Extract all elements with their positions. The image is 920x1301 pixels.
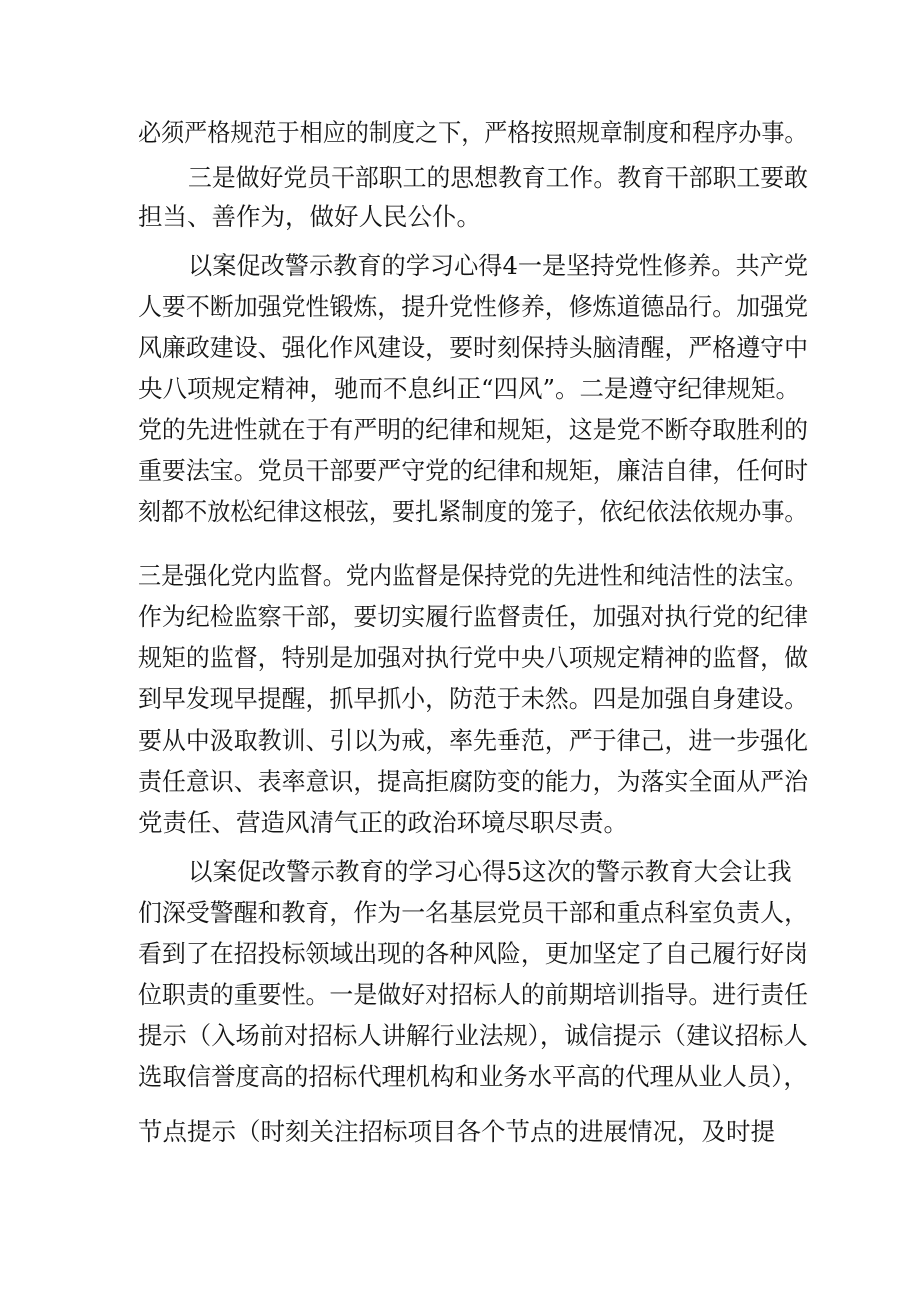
- text-line: 风廉政建设、强化作风建设，要时刻保持头脑清醒，严格遵守中: [138, 333, 809, 362]
- text-line: 看到了在招投标领域出现的各种风险，更加坚定了自己履行好岗: [138, 939, 809, 968]
- text-line: 责任意识、表率意识，提高拒腐防变的能力，为落实全面从严治: [138, 767, 809, 796]
- text-line: 以案促改警示教育的学习心得4一是坚持党性修养。共产党: [188, 251, 809, 280]
- text-line: 央八项规定精神，驰而不息纠正“四风”。二是遵守纪律规矩。: [138, 374, 801, 403]
- text-line: 要从中汲取教训、引以为戒，率先垂范，严于律己，进一步强化: [138, 726, 809, 755]
- text-line: 党的先进性就在于有严明的纪律和规矩，这是党不断夺取胜利的: [138, 415, 809, 444]
- text-line: 担当、善作为，做好人民公仆。: [138, 202, 481, 231]
- text-line: 党责任、营造风清气正的政治环境尽职尽责。: [138, 808, 628, 837]
- text-line: 以案促改警示教育的学习心得5这次的警示教育大会让我: [188, 857, 792, 886]
- text-line: 位职责的重要性。一是做好对招标人的前期培训指导。进行责任: [138, 980, 809, 1009]
- text-line: 重要法宝。党员干部要严守党的纪律和规矩，廉洁自律，任何时: [138, 456, 809, 485]
- text-line: 三是强化党内监督。党内监督是保持党的先进性和纯洁性的法宝。: [138, 561, 808, 590]
- text-line: 选取信誉度高的招标代理机构和业务水平高的代理从业人员），: [138, 1062, 808, 1091]
- text-line: 必须严格规范于相应的制度之下，严格按照规章制度和程序办事。: [138, 118, 808, 147]
- text-line: 提示（入场前对招标人讲解行业法规），诚信提示（建议招标人: [138, 1021, 808, 1050]
- text-line: 作为纪检监察干部，要切实履行监督责任，加强对执行党的纪律: [138, 602, 809, 631]
- text-line: 人要不断加强党性锻炼，提升党性修养，修炼道德品行。加强党: [138, 292, 809, 321]
- text-line: 刻都不放松纪律这根弦，要扎紧制度的笼子，依纪依法依规办事。: [138, 497, 808, 526]
- text-line: 规矩的监督，特别是加强对执行党中央八项规定精神的监督，做: [138, 643, 809, 672]
- text-line: 到早发现早提醒，抓早抓小，防范于未然。四是加强自身建设。: [138, 684, 809, 713]
- text-line: 三是做好党员干部职工的思想教育工作。教育干部职工要敢: [188, 163, 808, 192]
- text-line: 节点提示（时刻关注招标项目各个节点的进展情况，及时提: [138, 1117, 775, 1146]
- text-line: 们深受警醒和教育，作为一名基层党员干部和重点科室负责人，: [138, 898, 809, 927]
